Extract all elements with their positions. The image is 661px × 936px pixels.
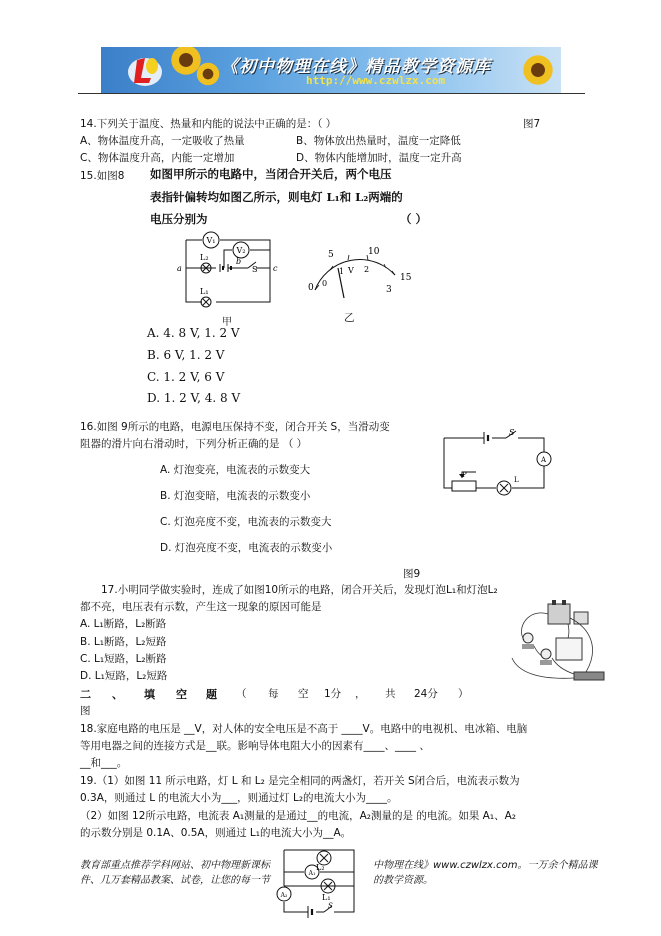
q16-line1: 16.如图 9所示的电路，电源电压保持不变，闭合开关 S，当滑动变: [80, 421, 390, 433]
section2-note-5: ，: [355, 688, 366, 700]
q19-a1-label: A₁: [308, 870, 316, 877]
site-logo-icon: [125, 52, 165, 88]
footer-left-line2: 件、几万套精品教案、试卷，让您的每一节: [80, 875, 270, 886]
q19-circuit-diagram: [268, 846, 370, 918]
q15-l2-label: L₂: [200, 253, 209, 262]
section2-char-4: 空: [176, 688, 187, 701]
section2-char-5: 题: [206, 688, 217, 701]
footer-left-line1: 教育部重点推荐学科网站、初中物理新课标: [80, 860, 270, 871]
sunflower-decoration-icon: [195, 61, 221, 87]
q19-l1-label: L₁: [322, 893, 331, 902]
q15-tick-10: 10: [368, 247, 380, 257]
q15-l1-label: L₁: [200, 287, 209, 296]
q17-option-a: A. L₁断路，L₂断路: [80, 618, 167, 630]
q16-s-label: S: [509, 428, 515, 437]
q16-a-label: A: [541, 456, 547, 464]
footer-right-line2: 的教学资源。: [373, 875, 433, 886]
q19-a2-label: A₂: [280, 892, 288, 899]
q18-line3: __和___。: [80, 757, 128, 769]
q15-voltmeter-dial: [300, 240, 420, 310]
q15-circuit-diagram: [176, 228, 286, 318]
q15-fig-yi: 乙: [344, 312, 355, 324]
q16-l-label: L: [514, 476, 519, 484]
q15-b-label: b: [236, 257, 242, 266]
q15-line2: 表指针偏转均如图乙所示，则电灯 L₁和 L₂两端的: [150, 190, 403, 204]
section2-char-1: 二: [80, 688, 91, 701]
q15-a-label: a: [177, 264, 182, 273]
section2-note-1: （: [236, 688, 247, 700]
q14-option-c: C、物体温度升高，内能一定增加: [80, 152, 235, 164]
q15-tick-b1: 1: [339, 267, 345, 276]
q15-c-label: c: [273, 264, 278, 273]
sunflower-decoration-icon: [521, 53, 555, 87]
header-banner: [101, 47, 561, 93]
section2-note-6: 共: [385, 688, 396, 700]
section2-char-2: 、: [112, 688, 123, 701]
q17-line1: 17.小明同学做实验时，连成了如图10所示的电路，闭合开关后，发现灯泡L₁和灯泡L₂: [101, 584, 498, 596]
q17-apparatus-picture: [508, 598, 608, 688]
q19-line3: （2）如图 12所示电路，电流表 A₁测量的是通过__的电流，A₂测量的是 的电流。如果 A₁、A₂: [80, 810, 516, 822]
q16-figure-label: 图9: [403, 568, 421, 580]
section2-char-3: 填: [144, 688, 155, 701]
section2-note-7: 24分: [414, 688, 438, 700]
q15-tick-b3: 3: [386, 285, 392, 295]
q15-tick-b2: 2: [364, 265, 370, 274]
q15-paren: （ ）: [400, 212, 428, 226]
q17-option-b: B. L₁断路，L₂短路: [80, 636, 167, 648]
q14-figure-label: 图7: [523, 118, 541, 130]
q15-tick-15: 15: [400, 273, 412, 283]
section2-note-8: ）: [458, 688, 469, 700]
q15-fig-jia: 甲: [222, 317, 232, 328]
q15-v1-label: V₁: [206, 236, 216, 245]
q15-prefix: 15.如图8: [80, 170, 125, 182]
q15-line3: 电压分别为: [150, 212, 208, 226]
q15-line1: 如图甲所示的电路中，当闭合开关后，两个电压: [150, 167, 392, 181]
banner-url: http://www.czwlzx.com: [306, 74, 446, 87]
q17-option-c: C. L₁短路，L₂断路: [80, 653, 167, 665]
q16-option-b: B. 灯泡变暗，电流表的示数变小: [160, 490, 311, 502]
q15-v2-label: V₂: [236, 246, 246, 255]
q14-stem: 14.下列关于温度、热量和内能的说法中正确的是：（ ）: [80, 118, 337, 130]
q16-p-label: P: [462, 471, 467, 479]
q15-tick-5: 5: [328, 250, 334, 260]
q15-s-label: S: [252, 265, 258, 274]
q17-line2: 都不亮，电压表有示数，产生这一现象的原因可能是: [80, 601, 322, 613]
banner-title: 《初中物理在线》精品教学资源库: [221, 57, 491, 77]
q16-circuit-diagram: [436, 426, 556, 498]
header-divider: [78, 93, 585, 94]
q14-option-d: D、物体内能增加时，温度一定升高: [296, 152, 462, 164]
q14-option-a: A、物体温度升高，一定吸收了热量: [80, 135, 245, 147]
q14-option-b: B、物体放出热量时，温度一定降低: [296, 135, 461, 147]
footer-right-line1: 中物理在线》www.czwlzx.com。一万余个精品课: [373, 860, 598, 871]
q15-option-a: A. 4. 8 V, 1. 2 V: [147, 326, 240, 340]
q16-option-c: C. 灯泡亮度不变，电流表的示数变大: [160, 516, 332, 528]
q15-tick-0: 0: [308, 283, 314, 293]
section2-note-2: 每: [268, 688, 279, 700]
section2-note-3: 空: [298, 688, 309, 700]
q16-option-d: D. 灯泡亮度不变，电流表的示数变小: [160, 542, 333, 554]
q16-option-a: A. 灯泡变亮，电流表的示数变大: [160, 464, 311, 476]
q19-line1: 19.（1）如图 11 所示电路，灯 L 和 L₂ 是完全相同的两盏灯，若开关 S闭合后，电流表示数为: [80, 775, 520, 787]
q18-line1: 18.家庭电路的电压是 __V，对人体的安全电压是不高于 ____V。电路中的电视机、电冰箱、电脑: [80, 723, 528, 735]
q17-option-d: D. L₁短路，L₂短路: [80, 670, 168, 682]
q19-l2-label: L₂: [316, 863, 325, 872]
section2-note-4: 1分: [324, 688, 342, 700]
q15-option-b: B. 6 V, 1. 2 V: [147, 348, 225, 362]
q19-line2: 0.3A，则通过 L 的电流大小为___，则通过灯 L₂的电流大小为____。: [80, 792, 398, 804]
q19-s-label: S: [328, 902, 333, 910]
section2-tail: 图: [80, 705, 91, 717]
q16-line2: 阻器的滑片向右滑动时，下列分析正确的是 （ ）: [80, 438, 308, 450]
q18-line2: 等用电器之间的连接方式是__联。影响导体电阻大小的因素有____、____ 、: [80, 740, 430, 752]
q15-unit-v: V: [348, 266, 354, 275]
q15-option-c: C. 1. 2 V, 6 V: [147, 370, 225, 384]
q19-line4: 的示数分别是 0.1A、0.5A，则通过 L₁的电流大小为__A。: [80, 827, 352, 839]
q15-tick-b0: 0: [322, 279, 328, 288]
q15-option-d: D. 1. 2 V, 4. 8 V: [147, 391, 241, 405]
